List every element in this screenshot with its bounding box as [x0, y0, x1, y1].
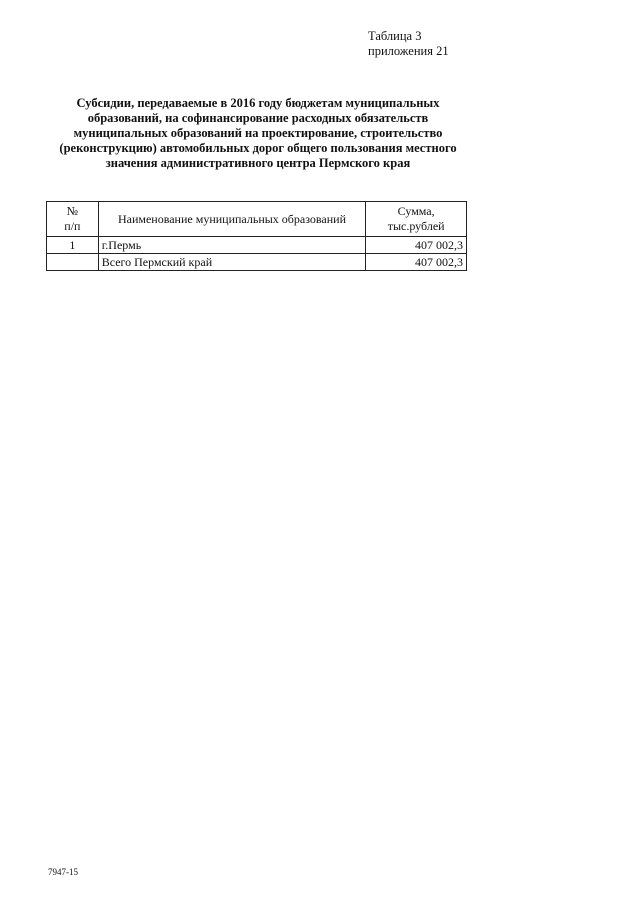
annex-label [368, 29, 478, 59]
table-header-row [47, 202, 467, 237]
subsidy-table [46, 201, 467, 271]
title-line: (реконструкцию) автомобильных дорог общего пользования местного [59, 141, 457, 155]
table-row [47, 237, 467, 254]
row-sum: 407 002,3 [366, 237, 467, 254]
header-number-abbr: п/п [64, 219, 81, 233]
table-total-row [47, 254, 467, 271]
header-sum [366, 202, 467, 237]
title-line: образований, на софинансирование расходных обязательств [87, 111, 429, 125]
row-sum: 407 002,3 [366, 254, 467, 271]
annex-table-number: Таблица 3 [368, 29, 422, 43]
row-number [47, 254, 99, 271]
row-municipality: г.Пермь [98, 237, 366, 254]
header-name: Наименование муниципальных образований [98, 202, 366, 237]
header-sum-unit: тыс.рублей [387, 219, 445, 233]
title-line: значения административного центра Пермского края [105, 156, 411, 170]
header-number-symbol: № [66, 204, 79, 218]
title-line: Субсидии, передаваемые в 2016 году бюджетам муниципальных [76, 96, 440, 110]
title-line: муниципальных образований на проектирование, строительство [73, 126, 443, 140]
document-title [48, 96, 468, 171]
header-number [47, 202, 99, 237]
header-sum-label: Сумма, [397, 204, 435, 218]
row-number: 1 [47, 237, 99, 254]
annex-appendix-number: приложения 21 [368, 44, 449, 58]
document-code: 7947-15 [48, 867, 78, 877]
row-municipality: Всего Пермский край [98, 254, 366, 271]
